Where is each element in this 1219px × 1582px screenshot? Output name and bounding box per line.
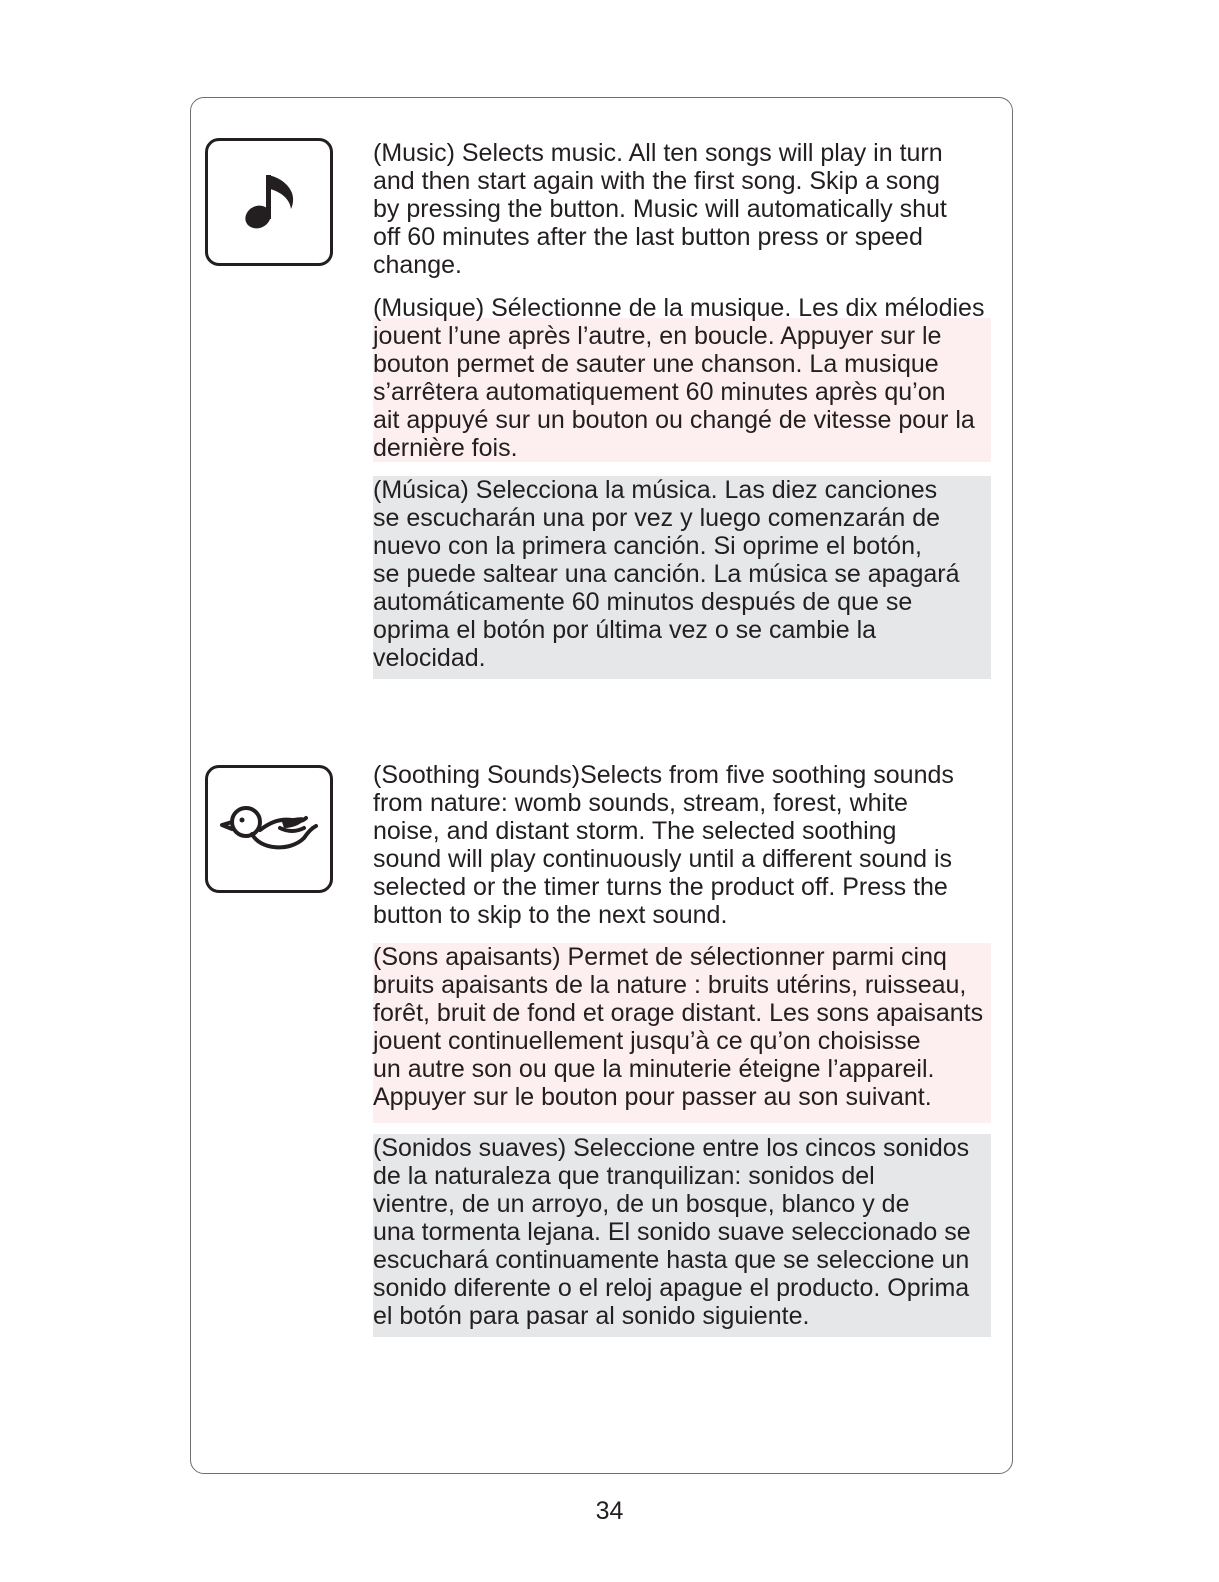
music-description-es: (Música) Selecciona la música. Las diez canciones se escucharán una por vez y luego comenzarán de nuevo con la primera canción. Si oprime el botón, se puede saltear una canción. La música se apagará automáticamente 60 minutos después de que se oprima el botón por última vez o se cambie la velocidad. bbox=[373, 476, 991, 679]
music-description-fr: (Musique) Sélectionne de la musique. Les dix mélodies jouent l’une après l’autre, en boucle. Appuyer sur le bouton permet de sauter une chanson. La musique s’arrêtera automatiquement 60 minutes après qu’on ait appuyé sur un bouton ou changé de vitesse pour la dernière fois. bbox=[373, 294, 991, 462]
sounds-description-es: (Sonidos suaves) Seleccione entre los cincos sonidos de la naturaleza que tranquilizan: sonidos del vientre, de un arroyo, de un bosque, blanco y de una tormenta lejana. El sonido suave seleccionado se escuchará continuamente hasta que se seleccione un sonido diferente o el reloj apague el producto. Oprima el botón para pasar al sonido siguiente. bbox=[373, 1134, 991, 1337]
music-description-en: (Music) Selects music. All ten songs will play in turn and then start again with the first song. Skip a song by pressing the button. Music will automatically shut off 60 minutes after the last button press or speed change. bbox=[373, 139, 947, 279]
sounds-description-en: (Soothing Sounds)Selects from five soothing sounds from nature: womb sounds, stream, forest, white noise, and distant storm. The selected soothing sound will play continuously until a different sound is selected or the timer turns the product off. Press the button to skip to the next sound. bbox=[373, 761, 954, 929]
sounds-description-fr: (Sons apaisants) Permet de sélectionner parmi cinq bruits apaisants de la nature : bruits utérins, ruisseau, forêt, bruit de fond et orage distant. Les sons apaisants jouent continuellement jusqu’à ce qu’on choisisse un autre son ou que la minuterie éteigne l’appareil. Appuyer sur le bouton pour passer au son suivant. bbox=[373, 943, 991, 1123]
bird-icon bbox=[205, 765, 333, 893]
music-note-icon bbox=[205, 138, 333, 266]
page-number: 34 bbox=[595, 1497, 624, 1525]
